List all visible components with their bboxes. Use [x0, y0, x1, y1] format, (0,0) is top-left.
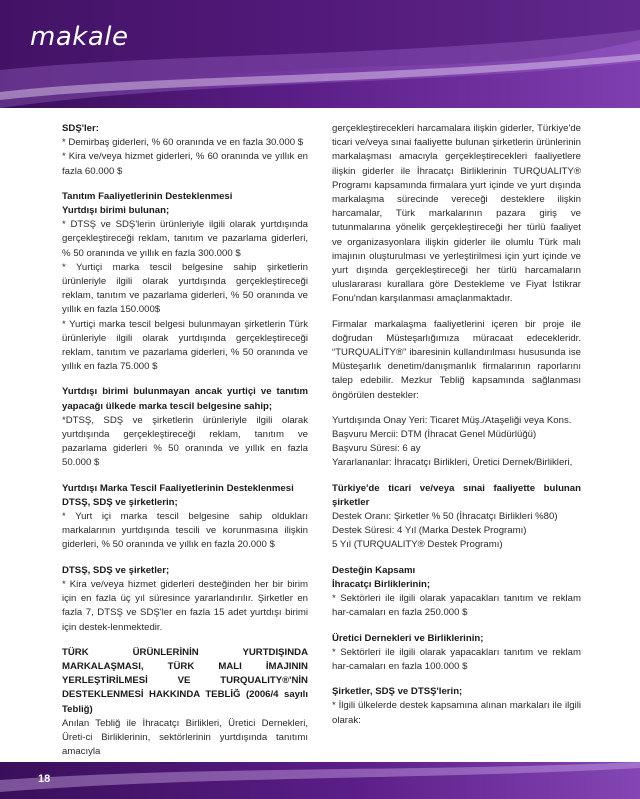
bold-heading: Desteğin Kapsamı	[332, 564, 416, 576]
section-title: makale	[30, 22, 129, 52]
paragraph: Başvuru Mercii: DTM (İhracat Genel Müdürlüğü)	[332, 429, 537, 441]
paragraph: * İlgili ülkelerde destek kapsamına alınan markaları ile ilgili olarak:	[332, 700, 581, 726]
paragraph: Firmalar markalaşma faaliyetlerini içeren bir proje ile doğrudan Müsteşarlığımıza müracaat edecekleridr. “TURQUALİTY®” ibaresinin kullandırılması hususunda ise Müsteşarlık denetim/danışmanlık firmalarının raporlarını talep edebilir. Mezkur Tebliğ kapsamında sağlanması öngörülen destekler:	[332, 318, 581, 401]
paragraph: *DTSŞ, SDŞ ve şirketlerin ürünleriyle ilgili olarak yurtdışında gerçekleştireceği reklam, tanıtım ve pazarlama giderleri % 50 oranında ve yıllık en fazla 50.000 $	[62, 414, 308, 469]
paragraph: Destek Süresi: 4 Yıl (Marka Destek Programı)	[332, 525, 527, 537]
paragraph-spacer	[62, 635, 308, 646]
bold-heading: Yurtdışı Marka Tescil Faaliyetlerinin Desteklenmesi	[62, 482, 294, 494]
paragraph: * Yurtiçi marka tescil belgesi bulunmayan şirketlerin Türk ürünleriyle ilgili olarak yurtdışında gerçekleştireceği reklam, tanıtım ve pazarlama giderleri, % 50 oranında ve yıllık en fazla 75.000 $	[62, 318, 308, 373]
paragraph: * Sektörleri ile ilgili olarak yapacakları tanıtım ve reklam har-camaları en fazla 100.000 $	[332, 646, 581, 672]
paragraph: * Yurtiçi marka tescil belgesine sahip şirketlerin ürünleriyle ilgili olarak yurtdışında gerçekleştireceği reklam, tanıtım ve pazarlama giderleri, % 50 oranında ve yıllık en fazla 150.000$	[62, 261, 308, 316]
paragraph: * Sektörleri ile ilgili olarak yapacakları tanıtım ve reklam har-camaları en fazla 250.000 $	[332, 593, 581, 619]
bold-heading: Tanıtım Faaliyetlerinin Desteklenmesi	[62, 190, 233, 202]
bold-heading: Şirketler, SDŞ ve DTSŞ'lerin;	[332, 686, 463, 698]
bold-heading: Türkiye'de ticari ve/veya sınai faaliyette bulunan şirketler	[332, 482, 581, 508]
paragraph-spacer	[62, 179, 308, 190]
paragraph-spacer	[62, 374, 308, 385]
paragraph: Başvuru Süresi: 6 ay	[332, 443, 421, 455]
bold-heading: TÜRK ÜRÜNLERİNİN YURTDIŞINDA MARKALAŞMASI, TÜRK MALI İMAJININ YERLEŞTİRİLMESİ VE TURQUALITY®'NİN DESTEKLENMESİ HAKKINDA TEBLİĞ (2006/4 sayılı Tebliğ)	[62, 646, 308, 715]
paragraph: Yurtdışında Onay Yeri: Ticaret Müş./Ataşeliği veya Kons.	[332, 414, 572, 426]
paragraph: Destek Oranı: Şirketler % 50 (İhracatçı Birlikleri %80)	[332, 511, 558, 523]
paragraph-spacer	[332, 403, 581, 414]
footer-bar	[0, 762, 640, 799]
paragraph: * Demirbaş giderleri, % 60 oranında ve en fazla 30.000 $	[62, 137, 304, 149]
paragraph-spacer	[332, 553, 581, 564]
paragraph-spacer	[332, 471, 581, 482]
paragraph-spacer	[332, 674, 581, 685]
paragraph: gerçekleştirecekleri harcamalara ilişkin giderler, Türkiye'de ticari ve/veya sınai faaliyette bulunan şirketlerin ürünlerinin markalaşması amacıyla gerçekleştirecekleri faaliyetlere ilişkin giderler ile İhracatçı Birliklerinin TURQUALITY® Programı kapsamında firmalara yurt içinde ve yurt dışında markalaşma sürecinde vereceği desteklere ilişkin harcamalar, Türk markalarının pazara giriş ve tutunmalarına yönelik gerçekleştireceği her türlü faaliyet ve organizasyonlara ilişkin giderler ile olumlu Türk malı imajının oluşturulması ve yerleştirilmesi için yurt içinde ve yurt dışında gerçekleştireceği her türlü harcamaların uluslararası kurallara göre Destekleme ve Fiyat İstikrar Fonu'ndan karşılanması amaçlanmaktadır.	[332, 123, 581, 305]
paragraph: 5 Yıl (TURQUALITY® Destek Programı)	[332, 539, 503, 551]
paragraph: Yararlananlar: İhracatçı Birlikleri, Üretici Dernek/Birlikleri,	[332, 457, 573, 469]
paragraph: * Yurt içi marka tescil belgesine sahip oldukları markalarının yurtdışında tescili ve korunmasına ilişkin giderleri, % 50 oranında ve yıllık en fazla 20.000 $	[62, 511, 308, 551]
right-column	[332, 122, 581, 728]
paragraph: * DTSŞ ve SDŞ'lerin ürünleriyle ilgili olarak yurtdışında gerçekleştireceği reklam, tanıtım ve pazarlama giderleri, % 50 oranında ve yıllık en fazla 300.000 $	[62, 219, 308, 259]
paragraph: * Kira ve/veya hizmet giderleri, % 60 oranında ve yıllık en fazla 60.000 $	[62, 151, 308, 177]
paragraph-spacer	[332, 307, 581, 318]
footer-swoosh	[0, 762, 640, 799]
paragraph: * Kira ve/veya hizmet giderleri desteğinden her bir birim için en fazla üç yıl süresince yararlandırılır. Şirketler en fazla 7, DTSŞ ve SDŞ'ler en fazla 15 adet yurtdışı birimi için destek-lenmektedir.	[62, 578, 308, 633]
bold-heading: DTSŞ, SDŞ ve şirketlerin;	[62, 496, 178, 508]
header-banner	[0, 0, 640, 108]
banner-swoosh	[0, 0, 640, 108]
paragraph: Anılan Tebliğ ile İhracatçı Birlikleri, Üretici Dernekleri, Üreti-ci Birliklerinin, sektörlerinin yurtdışında tanıtımı amacıyla	[62, 717, 308, 758]
page-number: 18	[38, 773, 51, 785]
bold-heading: Yurtdışı birimi bulunmayan ancak yurtiçi ve tanıtım yapacağı ülkede marka tescil belgesine sahip;	[62, 386, 308, 412]
bold-heading: SDŞ'ler:	[62, 123, 99, 134]
bold-heading: Yurtdışı birimi bulunan;	[62, 205, 170, 217]
paragraph-spacer	[332, 621, 581, 632]
paragraph-spacer	[62, 471, 308, 482]
left-column	[62, 122, 308, 759]
bold-heading: Üretici Dernekleri ve Birliklerinin;	[332, 632, 484, 644]
paragraph-spacer	[62, 553, 308, 564]
bold-heading: İhracatçı Birliklerinin;	[332, 578, 431, 590]
bold-heading: DTSŞ, SDŞ ve şirketler;	[62, 564, 170, 576]
